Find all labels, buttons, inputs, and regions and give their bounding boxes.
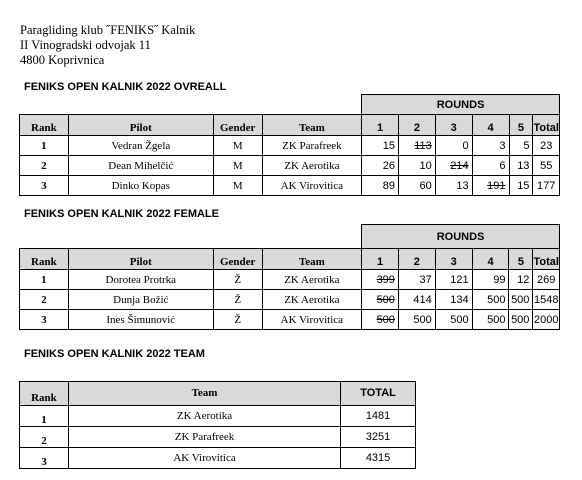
- rank-cell: 2: [20, 156, 69, 176]
- round-3-cell: 13: [435, 176, 472, 196]
- total-cell: 1481: [341, 406, 416, 427]
- round-4-cell: 500: [472, 310, 509, 330]
- header-gender: Gender: [213, 115, 262, 136]
- table-row: [20, 176, 560, 196]
- table-row: [20, 136, 560, 156]
- header-round-1: 1: [362, 249, 399, 270]
- pilot-cell: Dunja Božić: [68, 290, 213, 310]
- female-title: FENIKS OPEN KALNIK 2022 FEMALE: [24, 208, 219, 220]
- table-row: [20, 290, 560, 310]
- team-cell: ZK Aerotika: [262, 270, 361, 290]
- table-row: [20, 270, 560, 290]
- round-4-cell: 6: [472, 156, 509, 176]
- team-cell: ZK Aerotika: [262, 156, 361, 176]
- round-3-cell: 0: [435, 136, 472, 156]
- round-4-cell: 99: [472, 270, 509, 290]
- round-2-cell: 500: [398, 310, 435, 330]
- team-cell: ZK Parafreek: [68, 427, 340, 448]
- overall-results-table: [19, 94, 560, 196]
- team-cell: ZK Aerotika: [262, 290, 361, 310]
- round-2-cell: 414: [398, 290, 435, 310]
- pilot-cell: Dinko Kopas: [68, 176, 213, 196]
- table-row: [20, 156, 560, 176]
- total-cell: 55: [533, 156, 560, 176]
- pilot-cell: Ines Šimunović: [68, 310, 213, 330]
- header-round-5: 5: [509, 249, 533, 270]
- pilot-cell: Vedran Žgela: [68, 136, 213, 156]
- round-2-cell: 10: [398, 156, 435, 176]
- header-total: TOTAL: [341, 382, 416, 406]
- pilot-cell: Dean Mihelčić: [68, 156, 213, 176]
- round-2-cell-dropped: 113: [398, 136, 435, 156]
- gender-cell: M: [213, 176, 262, 196]
- gender-cell: M: [213, 156, 262, 176]
- team-cell: AK Virovitica: [262, 176, 361, 196]
- team-cell: AK Virovitica: [68, 448, 340, 469]
- table-row: [20, 406, 416, 427]
- overall-title: FENIKS OPEN KALNIK 2022 OVREALL: [24, 81, 227, 93]
- gender-cell: Ž: [213, 270, 262, 290]
- round-5-cell: 500: [509, 290, 533, 310]
- round-5-cell: 500: [509, 310, 533, 330]
- address-line-3: 4800 Koprivnica: [20, 53, 105, 67]
- round-1-cell-dropped: 399: [362, 270, 399, 290]
- round-3-cell-dropped: 214: [435, 156, 472, 176]
- team-cell: AK Virovitica: [262, 310, 361, 330]
- header-round-3: 3: [435, 115, 472, 136]
- club-address: [20, 23, 195, 68]
- address-line-2: II Vinogradski odvojak 11: [20, 38, 151, 52]
- round-4-cell: 500: [472, 290, 509, 310]
- round-5-cell: 12: [509, 270, 533, 290]
- table-row: [20, 427, 416, 448]
- round-1-cell: 26: [362, 156, 399, 176]
- total-cell: 269: [533, 270, 560, 290]
- header-total: Total: [533, 249, 560, 270]
- total-cell: 3251: [341, 427, 416, 448]
- total-cell: 2000: [533, 310, 560, 330]
- header-round-2: 2: [398, 115, 435, 136]
- table-row: [20, 448, 416, 469]
- team-title: FENIKS OPEN KALNIK 2022 TEAM: [24, 348, 205, 360]
- female-results-table: [19, 224, 560, 330]
- rank-cell: 1: [20, 270, 69, 290]
- rank-cell: 3: [20, 310, 69, 330]
- total-cell: 177: [533, 176, 560, 196]
- pilot-cell: Dorotea Protrka: [68, 270, 213, 290]
- rank-cell: 1: [20, 406, 69, 427]
- round-2-cell: 37: [398, 270, 435, 290]
- table-row: [20, 310, 560, 330]
- total-cell: 4315: [341, 448, 416, 469]
- header-round-5: 5: [509, 115, 533, 136]
- round-3-cell: 134: [435, 290, 472, 310]
- header-team: Team: [68, 382, 340, 406]
- header-round-4: 4: [472, 115, 509, 136]
- round-4-cell-dropped: 191: [472, 176, 509, 196]
- rank-cell: 2: [20, 290, 69, 310]
- round-1-cell: 89: [362, 176, 399, 196]
- round-1-cell-dropped: 500: [362, 310, 399, 330]
- rank-cell: 2: [20, 427, 69, 448]
- round-5-cell: 13: [509, 156, 533, 176]
- team-cell: ZK Aerotika: [68, 406, 340, 427]
- rank-cell: 1: [20, 136, 69, 156]
- team-cell: ZK Parafreek: [262, 136, 361, 156]
- round-5-cell: 5: [509, 136, 533, 156]
- header-team: Team: [262, 249, 361, 270]
- round-4-cell: 3: [472, 136, 509, 156]
- header-rank: Rank: [20, 382, 69, 406]
- round-3-cell: 500: [435, 310, 472, 330]
- round-3-cell: 121: [435, 270, 472, 290]
- address-line-1: Paragliding klub ˝FENIKS˝ Kalnik: [20, 23, 196, 37]
- round-1-cell-dropped: 500: [362, 290, 399, 310]
- header-pilot: Pilot: [68, 115, 213, 136]
- gender-cell: Ž: [213, 310, 262, 330]
- header-rank: Rank: [20, 249, 69, 270]
- team-results-table: [19, 381, 416, 469]
- gender-cell: Ž: [213, 290, 262, 310]
- header-round-2: 2: [398, 249, 435, 270]
- header-total: Total: [533, 115, 560, 136]
- total-cell: 23: [533, 136, 560, 156]
- gender-cell: M: [213, 136, 262, 156]
- round-2-cell: 60: [398, 176, 435, 196]
- header-rank: Rank: [20, 115, 69, 136]
- header-gender: Gender: [213, 249, 262, 270]
- header-round-1: 1: [362, 115, 399, 136]
- total-cell: 1548: [533, 290, 560, 310]
- header-round-4: 4: [472, 249, 509, 270]
- rank-cell: 3: [20, 448, 69, 469]
- rank-cell: 3: [20, 176, 69, 196]
- header-pilot: Pilot: [68, 249, 213, 270]
- rounds-label: ROUNDS: [362, 95, 560, 115]
- header-round-3: 3: [435, 249, 472, 270]
- header-team: Team: [262, 115, 361, 136]
- rounds-label: ROUNDS: [362, 225, 560, 249]
- round-5-cell: 15: [509, 176, 533, 196]
- round-1-cell: 15: [362, 136, 399, 156]
